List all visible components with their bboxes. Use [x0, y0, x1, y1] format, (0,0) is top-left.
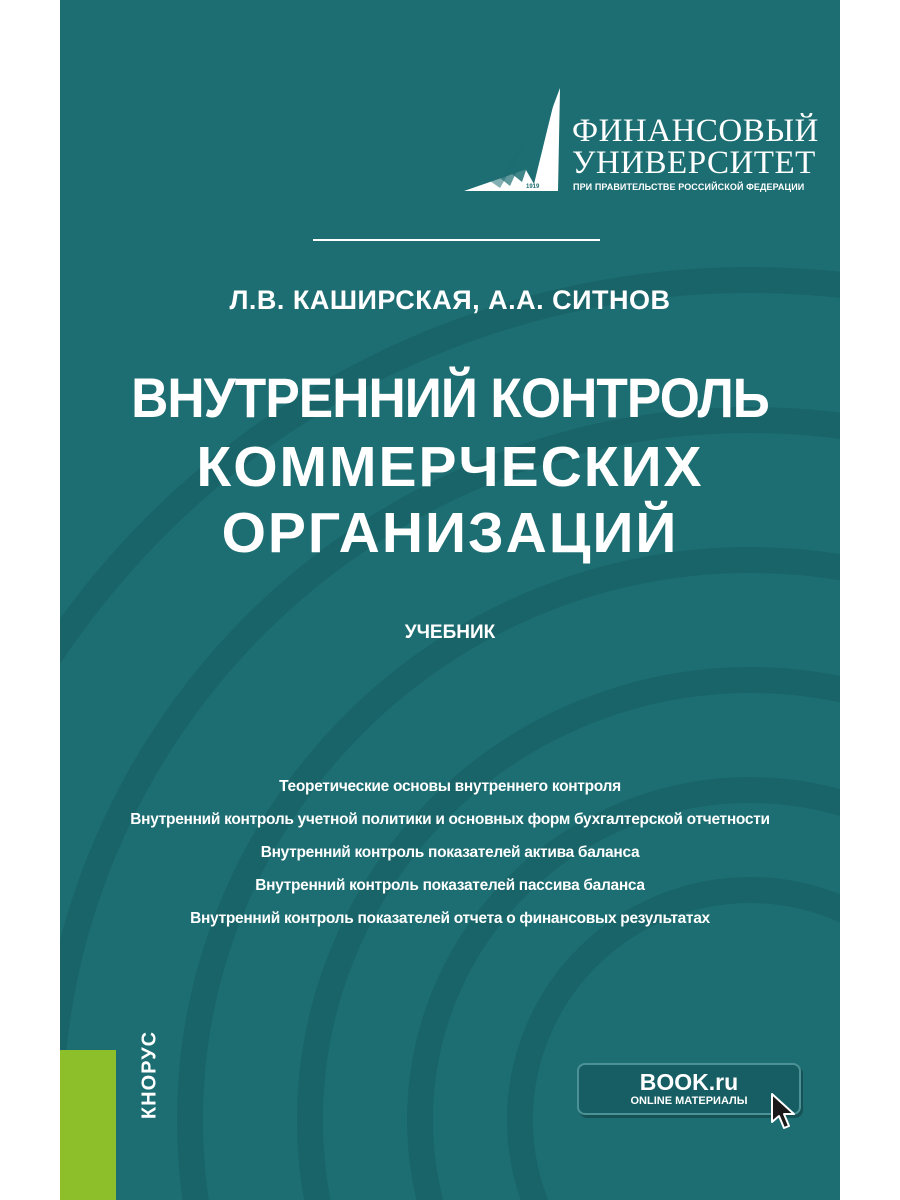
title-line-1: ВНУТРЕННИЙ КОНТРОЛЬ [131, 366, 769, 429]
authors: Л.В. КАШИРСКАЯ, А.А. СИТНОВ [229, 285, 671, 315]
logo-line-3: ПРИ ПРАВИТЕЛЬСТВЕ РОССИЙСКОЙ ФЕДЕРАЦИИ [573, 182, 805, 192]
book-title [60, 362, 840, 566]
divider [313, 239, 600, 241]
contents-list [60, 770, 840, 935]
contents-item: Внутренний контроль показателей отчета о финансовых результатах [190, 910, 710, 927]
logo-emblem-icon [460, 86, 570, 198]
title-line-3: ОРГАНИЗАЦИЙ [221, 501, 679, 565]
document-type: УЧЕБНИК [404, 622, 496, 643]
cursor-icon [770, 1092, 798, 1132]
title-line-2: КОММЕРЧЕСКИХ [196, 435, 704, 499]
contents-item: Внутренний контроль показателей пассива баланса [255, 877, 645, 894]
book-cover [60, 0, 840, 1200]
logo-line-2: УНИВЕРСИТЕТ [572, 145, 816, 181]
green-strip [60, 1050, 116, 1200]
contents-item: Внутренний контроль учетной политики и основных форм бухгалтерской отчетности [130, 811, 770, 828]
logo-line-1: ФИНАНСОВЫЙ [572, 113, 819, 149]
bookru-subtitle: ONLINE МАТЕРИАЛЫ [630, 1095, 748, 1107]
contents-item: Внутренний контроль показателей актива баланса [260, 844, 640, 861]
contents-item: Теоретические основы внутреннего контроля [279, 778, 621, 795]
bookru-title: BOOK.ru [639, 1069, 739, 1095]
publisher-name: КНОРУС [138, 1030, 161, 1120]
logo-year: 1919 [526, 184, 540, 190]
university-logo [460, 86, 840, 198]
bookru-badge[interactable] [577, 1063, 801, 1115]
